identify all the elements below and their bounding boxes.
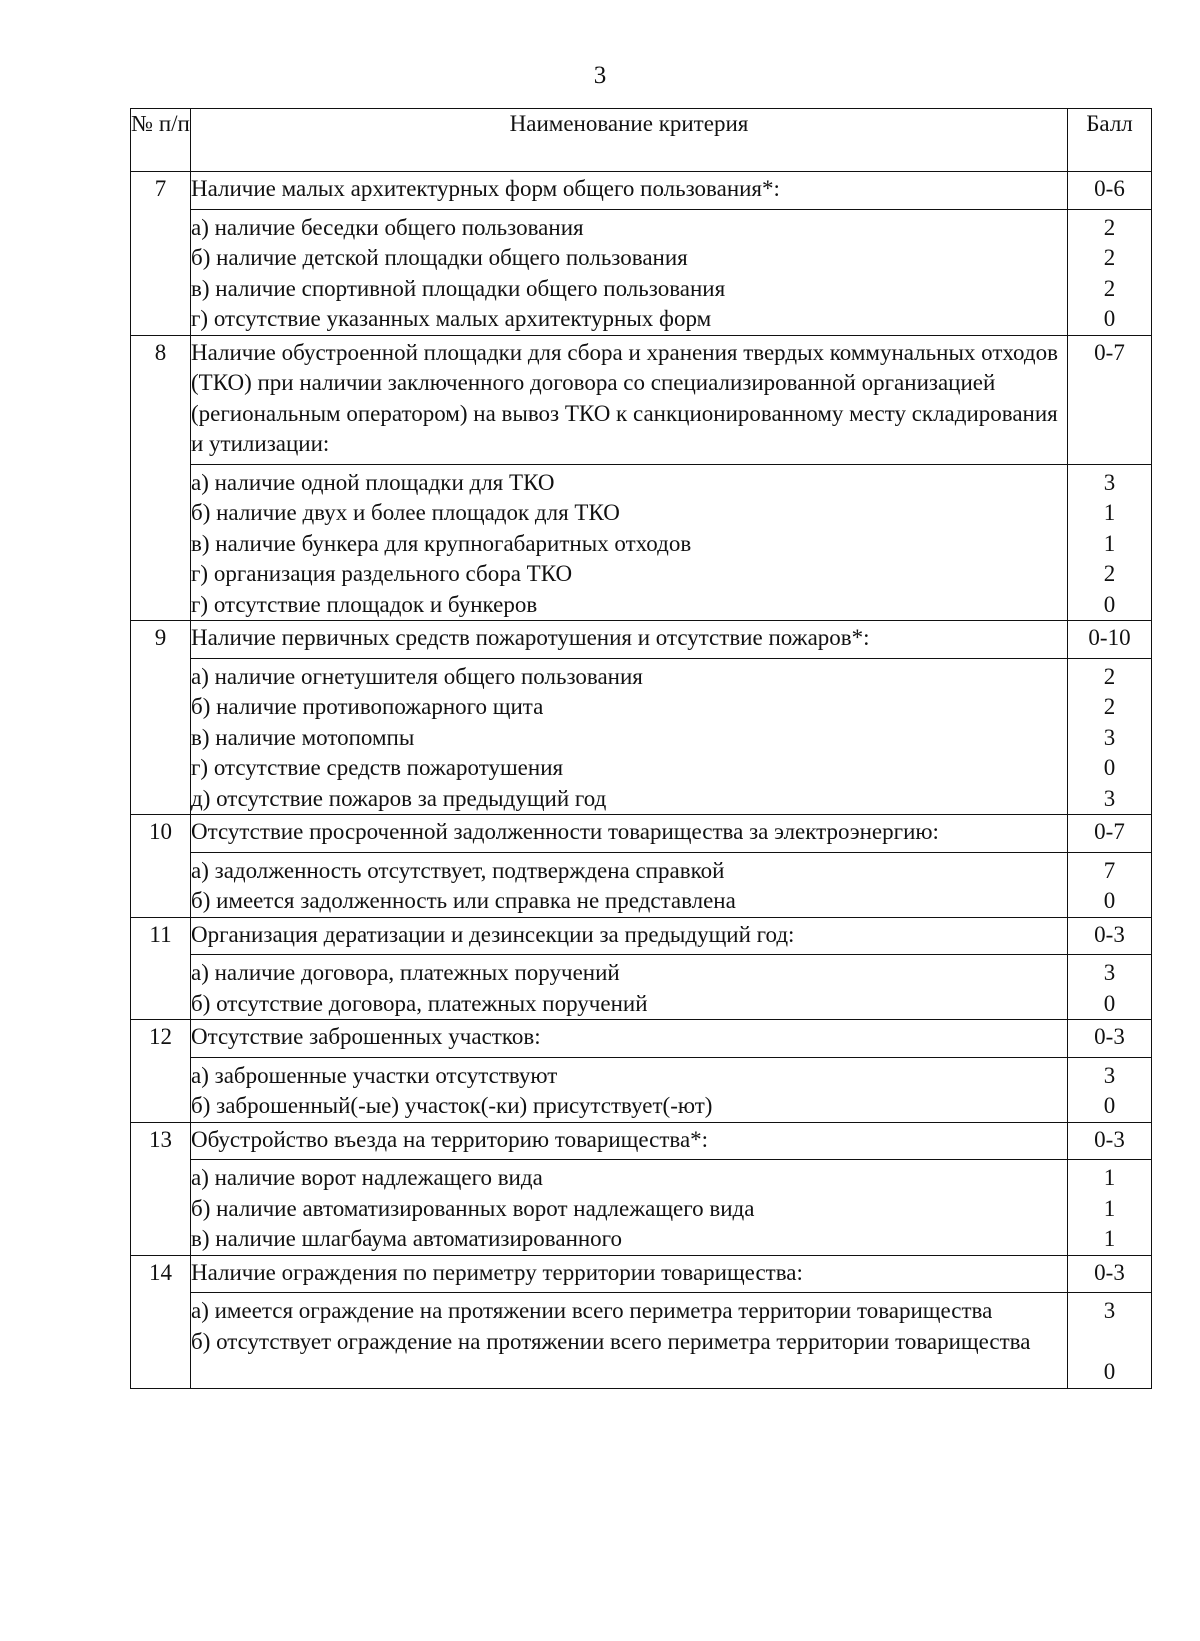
criterion-title: Обустройство въезда на территорию товарищества*:: [191, 1122, 1068, 1160]
criterion-num: 10: [131, 815, 191, 918]
criterion-row: [131, 1255, 1152, 1293]
option-scores: [1068, 852, 1152, 917]
criterion-row: [131, 1122, 1152, 1160]
option-score: 3: [1103, 960, 1116, 985]
criterion-row: [131, 917, 1152, 955]
criterion-options-row: [131, 464, 1152, 621]
option-list: [191, 1057, 1068, 1122]
option-score: 3: [1103, 1298, 1116, 1323]
option-score: 2: [1103, 245, 1116, 270]
option-score: 0: [1103, 888, 1116, 913]
table-header-row: [131, 109, 1152, 172]
option-scores: [1068, 658, 1152, 815]
option-scores: [1068, 464, 1152, 621]
option-list: [191, 464, 1068, 621]
option-text: а) задолженность отсутствует, подтверждена справкой: [191, 857, 725, 883]
criterion-score: 0-3: [1068, 1122, 1152, 1160]
option-score: 1: [1103, 500, 1116, 525]
option-score: 2: [1103, 663, 1116, 689]
criterion-num: 7: [131, 172, 191, 336]
option-text: б) имеется задолженность или справка не представлена: [191, 888, 736, 913]
option-score: 0: [1103, 755, 1116, 780]
option-score: 3: [1103, 724, 1116, 750]
option-score: 3: [1103, 469, 1116, 495]
criterion-row: [131, 1020, 1152, 1058]
criterion-score: 0-3: [1068, 1255, 1152, 1293]
option-text: г) организация раздельного сбора ТКО: [191, 561, 573, 586]
option-list: [191, 1160, 1068, 1256]
criterion-row: [131, 335, 1152, 464]
option-score: 3: [1103, 1062, 1116, 1088]
option-score: 2: [1103, 214, 1116, 240]
option-score: 2: [1103, 694, 1116, 719]
option-text: а) наличие беседки общего пользования: [191, 214, 584, 240]
option-list: [191, 955, 1068, 1020]
criterion-score: 0-3: [1068, 1020, 1152, 1058]
option-text: в) наличие бункера для крупногабаритных отходов: [191, 530, 692, 556]
option-list: [191, 1293, 1068, 1389]
option-score: 0: [1103, 1359, 1116, 1384]
option-text: б) наличие автоматизированных ворот надлежащего вида: [191, 1195, 755, 1221]
criterion-options-row: [131, 955, 1152, 1020]
option-score: 1: [1103, 1195, 1116, 1221]
criterion-score: 0-7: [1068, 815, 1152, 853]
option-list: [191, 658, 1068, 815]
option-score: 0: [1103, 591, 1116, 617]
option-score: 1: [1103, 530, 1116, 556]
criterion-num: 12: [131, 1020, 191, 1123]
option-text: а) наличие ворот надлежащего вида: [191, 1165, 543, 1190]
criterion-row: [131, 621, 1152, 659]
criterion-row: [131, 172, 1152, 210]
criterion-score: 0-3: [1068, 917, 1152, 955]
option-text: а) имеется ограждение на протяжении всего периметра территории товарищества: [191, 1298, 993, 1323]
criterion-title: Отсутствие просроченной задолженности товарищества за электроэнергию:: [191, 815, 1068, 853]
option-text: г) отсутствие указанных малых архитектурных форм: [191, 306, 712, 331]
option-list: [191, 209, 1068, 335]
option-text: д) отсутствие пожаров за предыдущий год: [191, 785, 607, 811]
criterion-options-row: [131, 209, 1152, 335]
option-text: г) отсутствие площадок и бункеров: [191, 591, 538, 617]
option-text: в) наличие спортивной площадки общего пользования: [191, 275, 726, 301]
option-text: в) наличие мотопомпы: [191, 724, 415, 750]
criterion-title: Наличие малых архитектурных форм общего пользования*:: [191, 172, 1068, 210]
option-text: г) отсутствие средств пожаротушения: [191, 755, 564, 780]
criterion-options-row: [131, 1293, 1152, 1389]
criterion-row: [131, 815, 1152, 853]
option-scores: [1068, 955, 1152, 1020]
criterion-title: Организация дератизации и дезинсекции за предыдущий год:: [191, 917, 1068, 955]
criterion-options-row: [131, 1057, 1152, 1122]
criterion-score: 0-7: [1068, 335, 1152, 464]
option-scores: [1068, 1160, 1152, 1256]
option-score: 2: [1103, 275, 1116, 301]
option-text: а) заброшенные участки отсутствуют: [191, 1062, 558, 1088]
criterion-title: Наличие обустроенной площадки для сбора и хранения твердых коммунальных отходов (ТКО) при наличии заключенного договора со специализированной организацией (региональным оператором) на вывоз ТКО к санкционированному месту складирования и утилизации:: [191, 335, 1068, 464]
criteria-table: [130, 108, 1152, 1389]
option-text: б) отсутствие договора, платежных поручений: [191, 990, 648, 1016]
criterion-title: Наличие первичных средств пожаротушения и отсутствие пожаров*:: [191, 621, 1068, 659]
criterion-num: 9: [131, 621, 191, 815]
option-score: 0: [1103, 990, 1116, 1016]
option-text: б) заброшенный(-ые) участок(-ки) присутствует(-ют): [191, 1093, 713, 1118]
option-text: а) наличие одной площадки для ТКО: [191, 469, 555, 495]
criterion-score: 0-10: [1068, 621, 1152, 659]
option-score: 1: [1103, 1226, 1116, 1251]
option-list: [191, 852, 1068, 917]
criterion-title: Отсутствие заброшенных участков:: [191, 1020, 1068, 1058]
option-text: в) наличие шлагбаума автоматизированного: [191, 1226, 623, 1251]
option-text: а) наличие огнетушителя общего пользования: [191, 663, 643, 689]
option-score: 7: [1103, 857, 1116, 883]
header-name: Наименование критерия: [191, 109, 1068, 172]
criterion-options-row: [131, 1160, 1152, 1256]
page-number: 3: [593, 62, 607, 89]
option-text: б) наличие двух и более площадок для ТКО: [191, 500, 620, 525]
option-scores: [1068, 209, 1152, 335]
option-score: 3: [1103, 785, 1116, 811]
option-score: 2: [1103, 561, 1116, 586]
criterion-score: 0-6: [1068, 172, 1152, 210]
option-scores: [1068, 1293, 1152, 1389]
criterion-num: 8: [131, 335, 191, 621]
option-text: а) наличие договора, платежных поручений: [191, 960, 620, 985]
criterion-options-row: [131, 852, 1152, 917]
criterion-title: Наличие ограждения по периметру территории товарищества:: [191, 1255, 1068, 1293]
option-score: 0: [1103, 1093, 1116, 1118]
option-text: б) наличие детской площадки общего пользования: [191, 245, 688, 270]
criterion-num: 11: [131, 917, 191, 1020]
option-score: 1: [1103, 1165, 1116, 1190]
header-num: № п/п: [131, 109, 191, 172]
option-text: б) наличие противопожарного щита: [191, 694, 544, 719]
option-scores: [1068, 1057, 1152, 1122]
criterion-options-row: [131, 658, 1152, 815]
header-score: Балл: [1068, 109, 1152, 172]
criterion-num: 13: [131, 1122, 191, 1255]
option-text: б) отсутствует ограждение на протяжении всего периметра территории товарищества: [191, 1328, 1031, 1354]
option-score: 0: [1103, 306, 1116, 331]
criterion-num: 14: [131, 1255, 191, 1388]
